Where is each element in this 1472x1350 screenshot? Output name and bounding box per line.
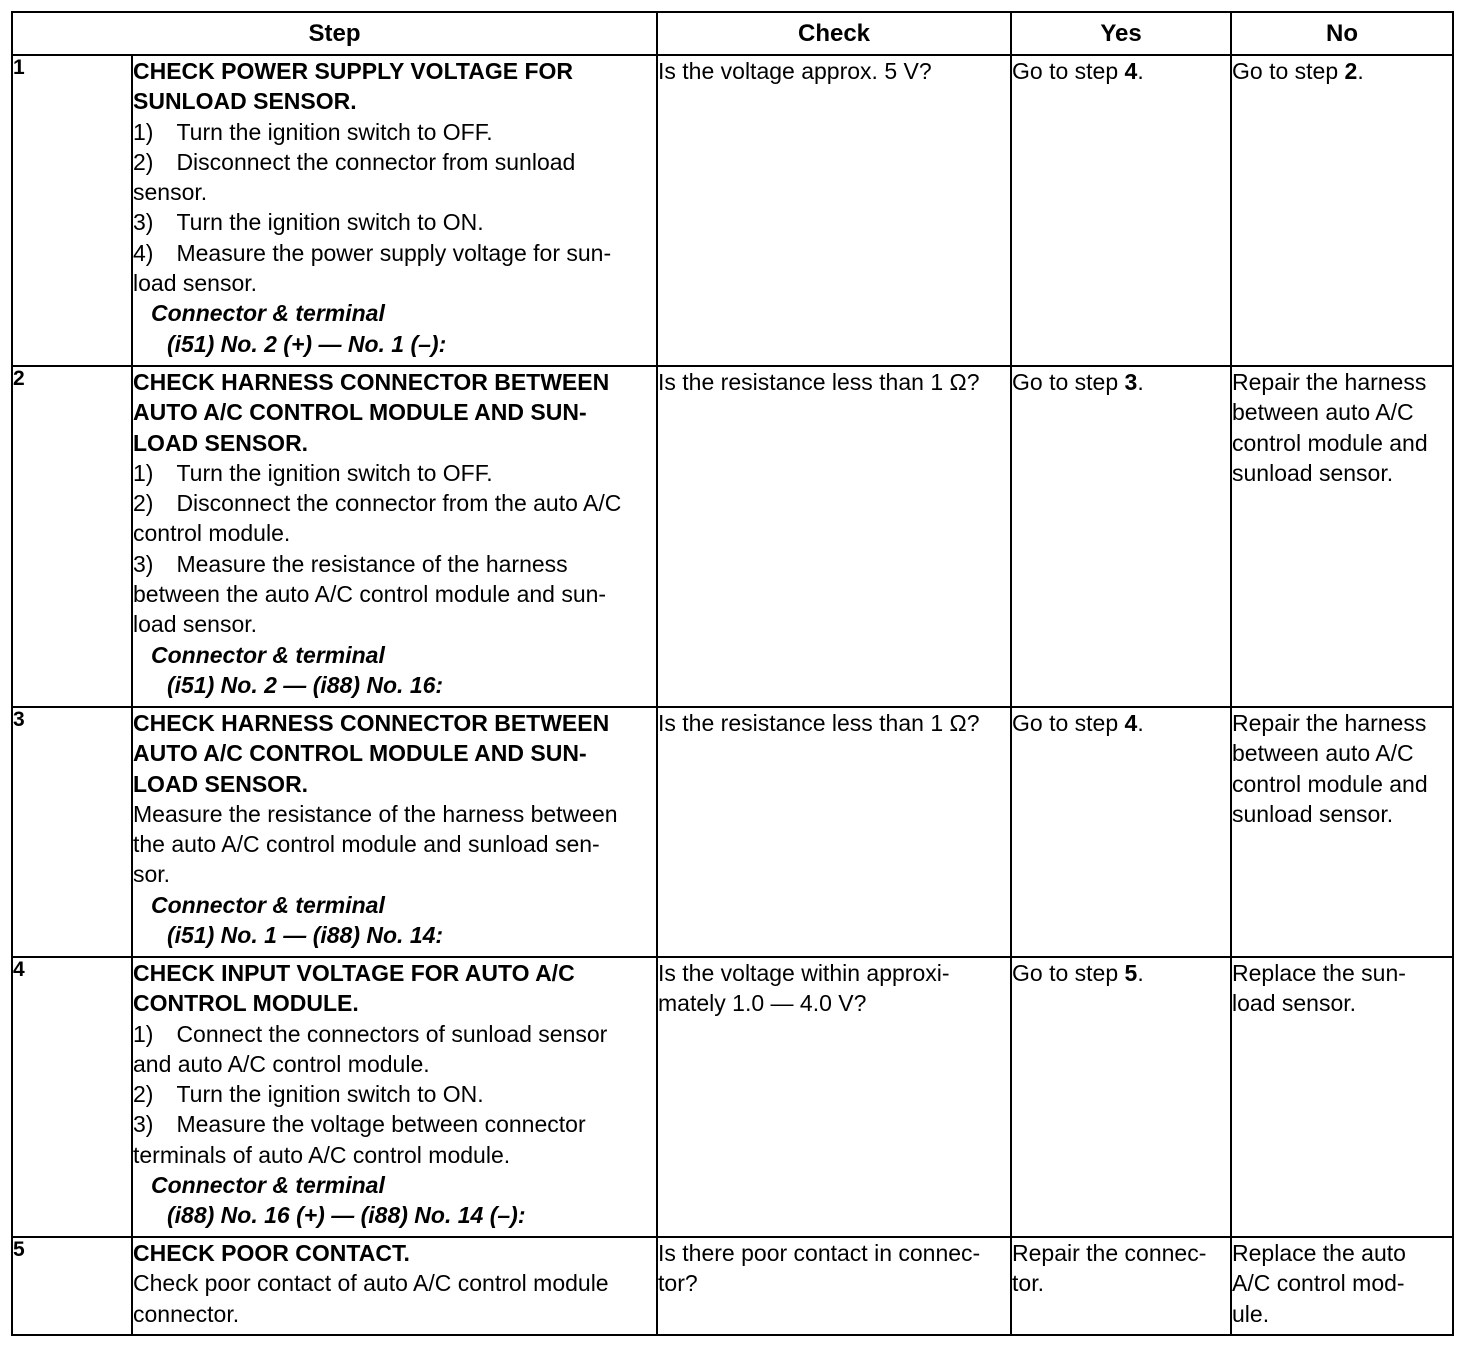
step-cell [132, 707, 657, 957]
yes-text: Go to step [1012, 710, 1125, 736]
table-row [12, 707, 1453, 957]
header-no: No [1231, 12, 1453, 55]
step-body-line: 3) Turn the ignition switch to ON. [133, 209, 484, 236]
step-number: 3 [12, 707, 132, 957]
yes-cell [1011, 366, 1231, 707]
connector-label: Connector & terminal [151, 1172, 385, 1199]
check-line: Is the voltage approx. 5 V? [658, 58, 932, 84]
check-line: Is the resistance less than 1 Ω? [658, 710, 980, 736]
no-cell [1231, 957, 1453, 1237]
no-suffix: . [1357, 58, 1364, 84]
step-cell [132, 366, 657, 707]
step-body-line: and auto A/C control module. [133, 1050, 430, 1077]
yes-text: Go to step [1012, 369, 1125, 395]
step-cell [132, 957, 657, 1237]
check-line: Is the resistance less than 1 Ω? [658, 369, 980, 395]
step-body-line: 3) Measure the voltage between connector [133, 1111, 586, 1138]
header-step: Step [12, 12, 657, 55]
step-title-line: SUNLOAD SENSOR. [133, 88, 357, 115]
step-body-line: between the auto A/C control module and sun- [133, 581, 607, 608]
check-cell [657, 957, 1011, 1237]
connector-label: Connector & terminal [151, 891, 385, 918]
step-body-line: 4) Measure the power supply voltage for sun- [133, 239, 612, 266]
no-line: sunload sensor. [1232, 800, 1394, 827]
yes-step-number: 5 [1124, 960, 1138, 986]
check-line: Is there poor contact in connec- [658, 1240, 981, 1266]
step-body-line: 1) Turn the ignition switch to OFF. [133, 459, 493, 486]
yes-cell [1011, 1237, 1231, 1335]
connector-terminal: (i88) No. 16 (+) — (i88) No. 14 (–): [167, 1202, 526, 1229]
check-cell [657, 55, 1011, 366]
step-title-line: CHECK HARNESS CONNECTOR BETWEEN [133, 369, 610, 395]
no-text: Go to step [1232, 58, 1345, 84]
yes-step-number: 4 [1124, 710, 1138, 736]
table-row [12, 366, 1453, 707]
diagnostic-table [11, 11, 1454, 1336]
step-title-line: LOAD SENSOR. [133, 770, 309, 797]
connector-terminal: (i51) No. 2 (+) — No. 1 (–): [167, 330, 447, 357]
step-body-line: 2) Disconnect the connector from the auto A/C [133, 490, 622, 517]
no-line: control module and [1232, 770, 1428, 797]
check-line: tor? [658, 1270, 698, 1297]
no-line: Replace the auto [1232, 1240, 1406, 1266]
step-body-line: 2) Turn the ignition switch to ON. [133, 1081, 484, 1108]
step-body-line: 1) Turn the ignition switch to OFF. [133, 118, 493, 145]
yes-suffix: . [1137, 710, 1144, 736]
step-body-line: 2) Disconnect the connector from sunload [133, 148, 576, 175]
step-title-line: CONTROL MODULE. [133, 990, 359, 1017]
yes-text: Go to step [1012, 58, 1125, 84]
step-title-line: CHECK POOR CONTACT. [133, 1240, 410, 1266]
no-cell [1231, 1237, 1453, 1335]
step-title-line: AUTO A/C CONTROL MODULE AND SUN- [133, 399, 587, 426]
no-line: A/C control mod- [1232, 1270, 1405, 1297]
yes-line: tor. [1012, 1270, 1044, 1297]
step-body-line: terminals of auto A/C control module. [133, 1141, 511, 1168]
no-cell [1231, 707, 1453, 957]
step-title-line: LOAD SENSOR. [133, 429, 309, 456]
table-row [12, 55, 1453, 366]
step-title-line: CHECK INPUT VOLTAGE FOR AUTO A/C [133, 960, 575, 986]
yes-suffix: . [1137, 369, 1144, 395]
step-cell [132, 55, 657, 366]
check-cell [657, 366, 1011, 707]
check-cell [657, 1237, 1011, 1335]
step-body-line: sor. [133, 861, 171, 888]
yes-cell [1011, 707, 1231, 957]
no-line: load sensor. [1232, 990, 1357, 1017]
table-row [12, 1237, 1453, 1335]
connector-terminal: (i51) No. 2 — (i88) No. 16: [167, 671, 444, 698]
header-check: Check [657, 12, 1011, 55]
yes-cell [1011, 957, 1231, 1237]
step-body-line: connector. [133, 1300, 240, 1327]
step-body-line: control module. [133, 520, 291, 547]
yes-cell [1011, 55, 1231, 366]
step-body-line: Check poor contact of auto A/C control module [133, 1270, 609, 1297]
step-body-line: load sensor. [133, 270, 258, 297]
yes-step-number: 3 [1124, 369, 1138, 395]
step-body-line: the auto A/C control module and sunload sen- [133, 831, 600, 858]
step-number: 4 [12, 957, 132, 1237]
check-line: mately 1.0 — 4.0 V? [658, 990, 867, 1017]
connector-terminal: (i51) No. 1 — (i88) No. 14: [167, 922, 444, 949]
step-body-line: 1) Connect the connectors of sunload sensor [133, 1020, 608, 1047]
header-yes: Yes [1011, 12, 1231, 55]
step-title-line: AUTO A/C CONTROL MODULE AND SUN- [133, 740, 587, 767]
step-number: 1 [12, 55, 132, 366]
no-step-number: 2 [1344, 58, 1358, 84]
no-line: control module and [1232, 429, 1428, 456]
check-cell [657, 707, 1011, 957]
step-title-line: CHECK HARNESS CONNECTOR BETWEEN [133, 710, 610, 736]
no-line: between auto A/C [1232, 399, 1414, 426]
step-number: 5 [12, 1237, 132, 1335]
step-body-line: Measure the resistance of the harness between [133, 800, 618, 827]
connector-label: Connector & terminal [151, 641, 385, 668]
table-row [12, 957, 1453, 1237]
no-line: Repair the harness [1232, 369, 1427, 395]
check-line: Is the voltage within approxi- [658, 960, 950, 986]
yes-step-number: 4 [1124, 58, 1138, 84]
step-cell [132, 1237, 657, 1335]
no-line: ule. [1232, 1300, 1270, 1327]
step-body-line: 3) Measure the resistance of the harness [133, 550, 568, 577]
header-row [12, 12, 1453, 55]
no-line: Repair the harness [1232, 710, 1427, 736]
yes-line: Repair the connec- [1012, 1240, 1207, 1266]
step-number: 2 [12, 366, 132, 707]
yes-text: Go to step [1012, 960, 1125, 986]
step-body-line: load sensor. [133, 611, 258, 638]
yes-suffix: . [1137, 960, 1144, 986]
yes-suffix: . [1137, 58, 1144, 84]
connector-label: Connector & terminal [151, 300, 385, 327]
no-cell [1231, 55, 1453, 366]
step-title-line: CHECK POWER SUPPLY VOLTAGE FOR [133, 58, 574, 84]
step-body-line: sensor. [133, 179, 208, 206]
no-line: Replace the sun- [1232, 960, 1406, 986]
no-line: between auto A/C [1232, 740, 1414, 767]
no-line: sunload sensor. [1232, 459, 1394, 486]
no-cell [1231, 366, 1453, 707]
